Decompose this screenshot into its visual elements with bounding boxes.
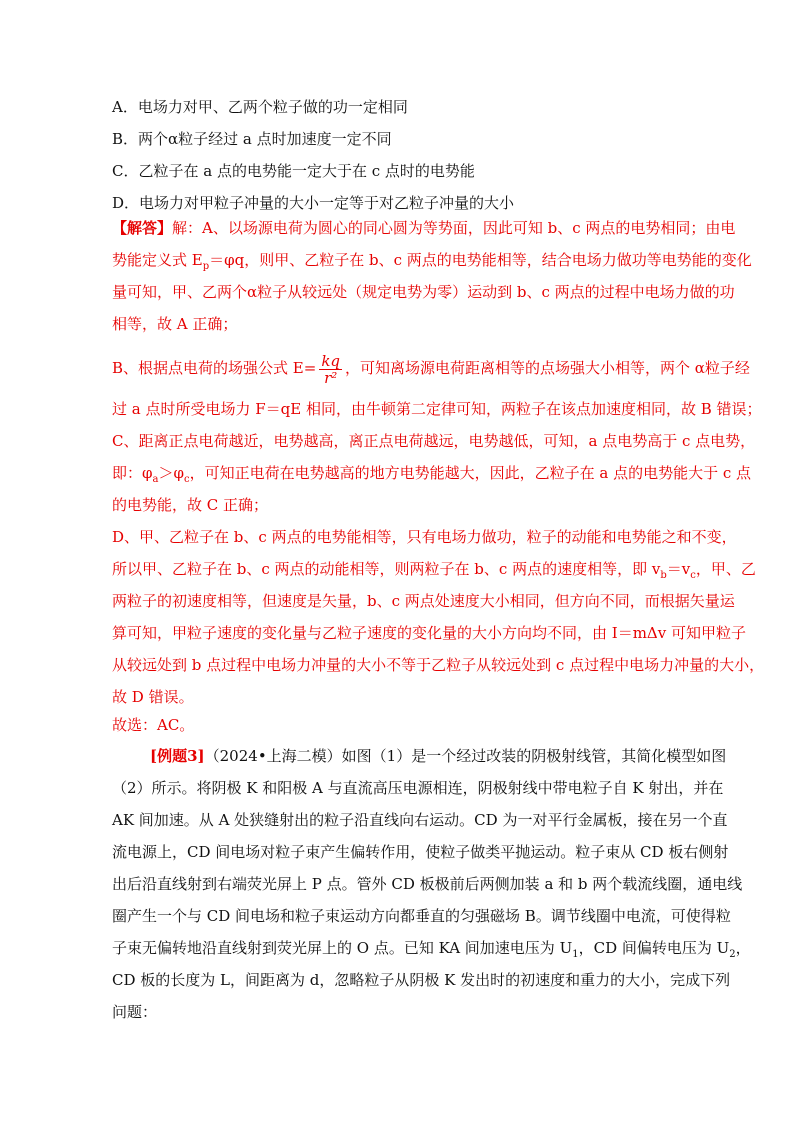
field-formula-fraction [319,353,342,386]
answer-line-5 [112,350,750,386]
subscript: p [202,261,210,272]
answer-line-14: 从较远处到 b 点过程中电场力冲量的大小不等于乙粒子从较远处到 c 点过程中电场力冲量的大小， [112,656,765,674]
answer-line-8 [112,463,751,490]
answer-text: ＞φ [158,464,184,482]
example-line-3: AK 间加速。从 A 处狭缝射出的粒子沿直线向右运动。CD 为一对平行金属板，接在另一个直 [112,811,728,829]
example-line-9: 问题： [112,1003,158,1021]
fraction-numerator: kq [321,351,341,370]
answer-text: 所以甲、乙粒子在 b、c 两点的动能相等，则两粒子在 b、c 两点的速度相等，即 v [112,560,661,578]
answer-line-6: 过 a 点时所受电场力 F＝qE 相同，由牛顿第二定律可知，两粒子在该点加速度相同，故 B 错误； [112,400,762,418]
example-line-7 [112,938,751,965]
answer-line-15: 故 D 错误。 [112,688,194,706]
option-c: C．乙粒子在 a 点的电势能一定大于在 c 点时的电势能 [112,162,475,180]
example-text: （2024•上海二模）如图（1）是一个经过改装的阴极射线管，其简化模型如图 [204,747,727,765]
example-text: 子束无偏转地沿直线射到荧光屏上的 O 点。已知 KA 间加速电压为 U [112,939,573,957]
answer-tag: 【解答】 [112,219,173,237]
answer-line-3: 量可知，甲、乙两个α粒子从较远处（规定电势为零）运动到 b、c 两点的过程中电场力做的功 [112,283,735,301]
answer-text: 势能定义式 E [112,251,203,269]
example-line-6: 圈产生一个与 CD 间电场和粒子束运动方向都垂直的匀强磁场 B。调节线圈中电流，可使得粒 [112,907,731,925]
answer-line-2 [112,250,752,277]
answer-line-12: 两粒子的初速度相等，但速度是矢量，b、c 两点处速度大小相同，但方向不同，而根据矢量运 [112,592,735,610]
answer-final: 故选：AC。 [112,716,195,734]
option-a: A．电场力对甲、乙两个粒子做的功一定相同 [112,98,408,116]
answer-text: ，甲、乙 [695,560,756,578]
subscript: 2 [729,949,736,960]
example-line-8: CD 板的长度为 L，间距离为 d，忽略粒子从阴极 K 发出时的初速度和重力的大小，完成下列 [112,971,731,989]
subscript: c [184,474,190,485]
subscript: a [152,474,159,485]
example-tag: [例题3] [150,747,205,765]
subscript: c [690,570,696,581]
answer-line-9: 的电势能，故 C 正确； [112,496,269,514]
fraction-denominator: r² [324,368,338,387]
example-line-4: 流电源上，CD 间电场对粒子束产生偏转作用，使粒子做类平抛运动。粒子束从 CD 板右侧射 [112,843,729,861]
answer-text: 即：φ [112,464,153,482]
example-line-2: （2）所示。将阴极 K 和阳极 A 与直流高压电源相连，阴极射线中带电粒子自 K 射出，并在 [112,779,724,797]
answer-text: ，可知正电荷在电势越高的地方电势能越大，因此，乙粒子在 a 点的电势能大于 c 点 [189,464,752,482]
example-text: ，CD 间偏转电压为 U [578,939,730,957]
answer-line-13: 算可知，甲粒子速度的变化量与乙粒子速度的变化量的大小方向均不同，由 I＝mΔv 可知甲粒子 [112,624,746,642]
answer-line-7: C、距离正点电荷越近，电势越高，离正点电荷越远，电势越低，可知，a 点电势高于 c 点电势， [112,432,756,450]
answer-line-4: 相等，故 A 正确； [112,315,238,333]
subscript: b [660,570,667,581]
answer-text: ＝v [666,560,691,578]
subscript: 1 [572,949,579,960]
answer-line-1 [112,218,735,238]
answer-line-11 [112,559,756,586]
answer-text: ＝φq，则甲、乙粒子在 b、c 两点的电势能相等，结合电场力做功等电势能的变化 [209,251,752,269]
answer-line-10: D、甲、乙粒子在 b、c 两点的电势能相等，只有电场力做功，粒子的动能和电势能之和不变， [112,528,737,546]
option-d: D．电场力对甲粒子冲量的大小一定等于对乙粒子冲量的大小 [112,194,515,212]
answer-text: 解：A、以场源电荷为圆心的同心圆为等势面，因此可知 b、c 两点的电势相同；由电 [172,219,736,237]
example-text: ， [735,939,751,957]
example-line-5: 出后沿直线射到右端荧光屏上 P 点。管外 CD 板极前后两侧加装 a 和 b 两个载流线圈，通电线 [112,875,743,893]
option-b: B．两个α粒子经过 a 点时加速度一定不同 [112,130,392,148]
answer-text: ，可知离场源电荷距离相等的点场强大小相等，两个 α粒子经 [345,359,750,377]
answer-text: B、根据点电荷的场强公式 E= [112,359,317,377]
example-line-1 [150,746,726,766]
